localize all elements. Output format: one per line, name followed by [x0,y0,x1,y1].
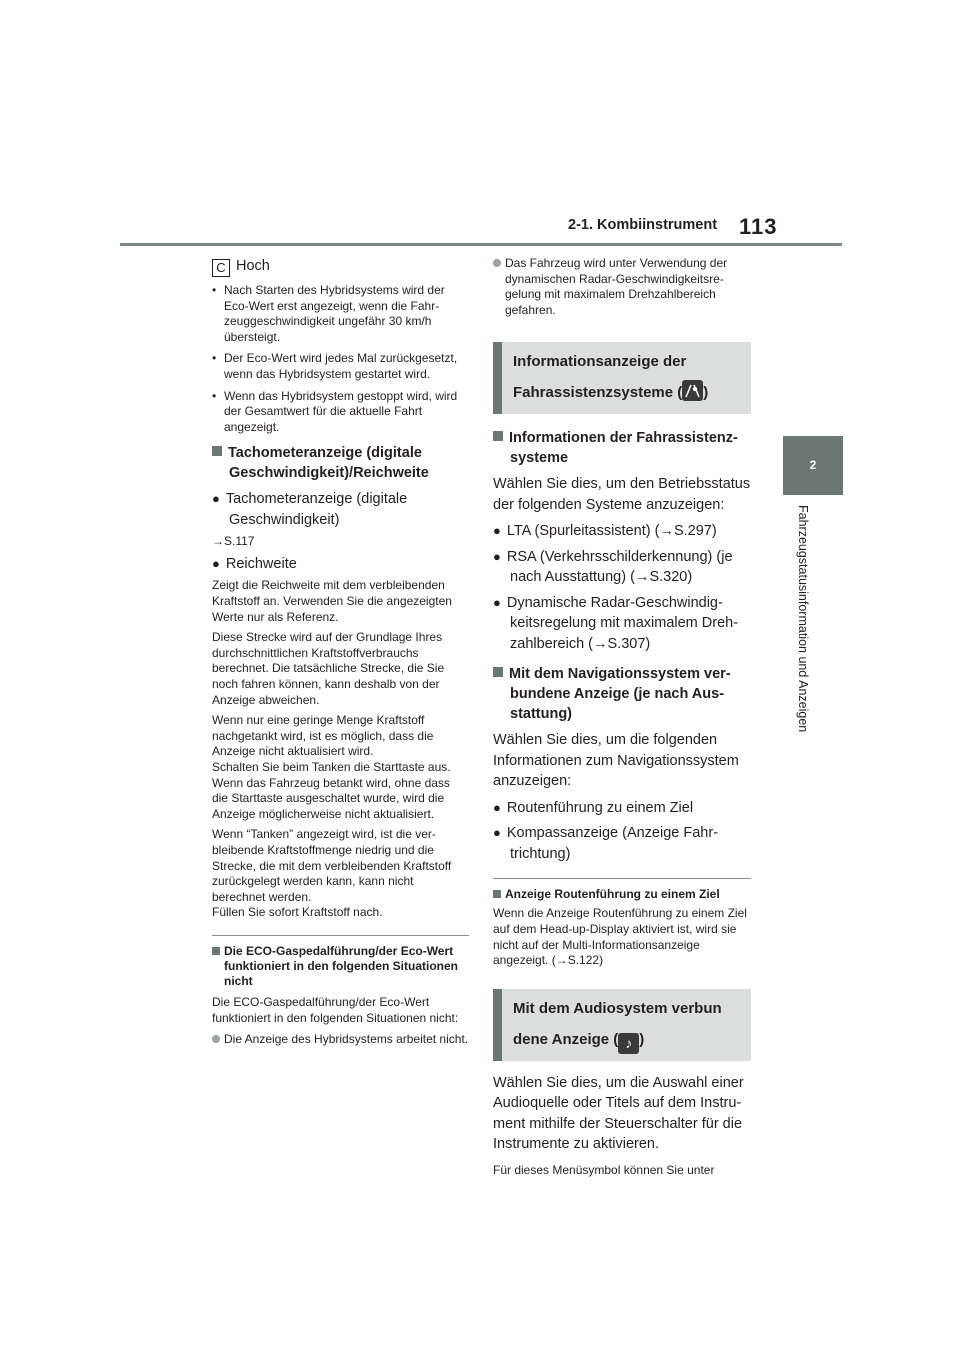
square-marker-icon [493,667,503,677]
reichweite-item: ● Reichweite [212,555,297,572]
music-note-icon: ♪ [618,1033,639,1054]
square-marker-icon [212,947,220,955]
reichweite-para: Wenn nur eine geringe Menge Kraftstoff nachgetankt wird, ist es möglich, dass die Anzeige nicht aktualisiert wird. [212,713,434,759]
box-title-line: Fahrassistenzsysteme ( ) [513,377,741,408]
box-title-line: Informationsanzeige der [513,353,687,371]
right-column [493,256,751,1178]
fa-item: ● RSA (Verkehrsschilderkennung) (je nach Ausstattung) (→S.320) [493,548,733,586]
reichweite-para: Wenn “Tanken” angezeigt wird, ist die verbleibende Kraftstoffmenge niedrig und die Strecke, die mit dem verbleibenden Kraftstoff zurückgelegt werden kann, kann nicht berechnet werden. [212,827,452,904]
eco-item: Die Anzeige des Hybridsystems arbeitet nicht. [212,1032,469,1048]
reichweite-para: Schalten Sie beim Tanken die Starttaste aus. Wenn das Fahrzeug betankt wird, ohne dass die Starttaste ausgeschaltet wurde, wird die Anzeige möglicherweise nicht aktualisiert. [212,759,451,821]
header-rule [120,243,842,246]
tacho-heading: Tachometeranzeige (digitale Geschwindigkeit)/Reichweite [212,443,469,483]
bullet-dot-icon: ● [493,548,501,564]
left-column [212,256,469,1048]
page-ref-link[interactable]: S.297 [673,523,712,540]
page-ref-link[interactable]: S.320 [649,569,688,586]
box-title-line: dene Anzeige ( ♪ ) [513,1024,741,1055]
square-marker-icon [493,431,503,441]
page-ref-link[interactable]: S.307 [607,635,646,652]
bullet-dot-icon: ● [493,523,501,539]
section-divider [212,935,469,936]
fa-heading: Informationen der Fahrassistenzsysteme [493,428,751,468]
fa-item: ● Dynamische Radar-Geschwindigkeitsregelung mit maximalem Drehzahlbereich (→S.307) [493,594,739,652]
reichweite-para: Zeigt die Reichweite mit dem verbleibenden Kraftstoff an. Verwenden Sie die angezeigten Werte nur als Referenz. [212,578,452,624]
reichweite-para: Diese Strecke wird auf der Grundlage Ihres durchschnittlichen Kraftstoffverbrauchs berechnet. Die tatsächliche Strecke, die Sie noch fahren können, kann deshalb von der Anzeige abweichen. [212,630,445,707]
chapter-tab: 2 [783,436,843,495]
eco-intro: Die ECO-Gaspedalführung/der Eco-Wert funktioniert in den folgenden Situationen nicht: [212,994,459,1025]
section-box-fahrassistenz [493,342,751,414]
square-marker-icon [493,890,501,898]
square-marker-icon [212,446,222,456]
bullet-dot-icon: ● [493,799,501,815]
audio-text: Wählen Sie dies, um die Auswahl einer Audioquelle oder Titels auf dem Instrument mithilfe der Steuerschalter für die Instrumente zu aktivieren. [493,1074,744,1153]
c-item-title: Hoch [236,258,270,274]
eco-heading: Die ECO-Gaspedalführung/der Eco-Wert funktioniert in den folgenden Situationen nicht [212,944,469,989]
c-bullet: • Nach Starten des Hybridsystems wird der Eco-Wert erst angezeigt, wenn die Fahrzeuggeschwindigkeit ungefähr 30 km/h übersteigt. [212,283,445,344]
fa-intro: Wählen Sie dies, um den Betriebsstatus der folgenden Systeme anzuzeigen: [493,476,751,513]
page-ref-link[interactable]: S.122 [567,953,600,968]
nav-item: ● Kompassanzeige (Anzeige Fahrtrichtung) [493,825,719,862]
driving-assist-icon [682,380,703,401]
nav-item: ● Routenführung zu einem Ziel [493,799,694,816]
nav-heading: Mit dem Navigationssystem verbundene Anzeige (je nach Ausstattung) [493,664,751,724]
bullet-dot-icon: ● [212,555,220,571]
nav-intro: Wählen Sie dies, um die folgenden Informationen zum Navigationssystem anzuzeigen: [493,732,739,790]
bullet-dot-icon: ● [212,491,220,507]
box-title-line: Mit dem Audiosystem verbun [513,999,722,1017]
circle-bullet-icon [212,1035,220,1043]
section-title: 2-1. Kombiinstrument [568,217,718,233]
page-number: 113 [739,214,778,239]
audio-note: Für dieses Menüsymbol können Sie unter [493,1162,715,1177]
route-heading: Anzeige Routenführung zu einem Ziel [493,887,751,902]
tacho-item: ● Tachometeranzeige (digitale Geschwindigkeit) [212,491,408,528]
c-bullet: • Wenn das Hybridsystem gestoppt wird, wird der Gesamtwert für die aktuelle Fahrt angezeigt. [212,388,458,434]
bullet-dot-icon: ● [493,594,501,610]
tacho-reference: →S.117 [212,534,255,549]
c-bullet: • Der Eco-Wert wird jedes Mal zurückgesetzt, wenn das Hybridsystem gestartet wird. [212,351,458,381]
fa-item: ● LTA (Spurleitassistent) (→S.297) [493,523,717,540]
route-text: Wenn die Anzeige Routenführung zu einem Ziel auf dem Head-up-Display aktiviert ist, wird sie nicht auf der Multi-Informationsanzeige angezeigt. (→S.122) [493,906,747,968]
chapter-title-vertical: Fahrzeugstatusinformation und Anzeigen [796,505,810,733]
circle-bullet-icon [493,259,501,267]
page-ref-link[interactable]: S.117 [224,534,255,549]
section-box-audio [493,989,751,1061]
bullet-dot-icon: ● [493,825,501,841]
reichweite-para: Füllen Sie sofort Kraftstoff nach. [212,905,383,920]
section-divider [493,878,751,879]
c-item-heading [212,256,469,277]
c-label-box: C [212,259,230,277]
eco-item: Das Fahrzeug wird unter Verwendung der dynamischen Radar-Geschwindigkeitsregelung mit maximalem Drehzahlbereich gefahren. [493,256,751,318]
